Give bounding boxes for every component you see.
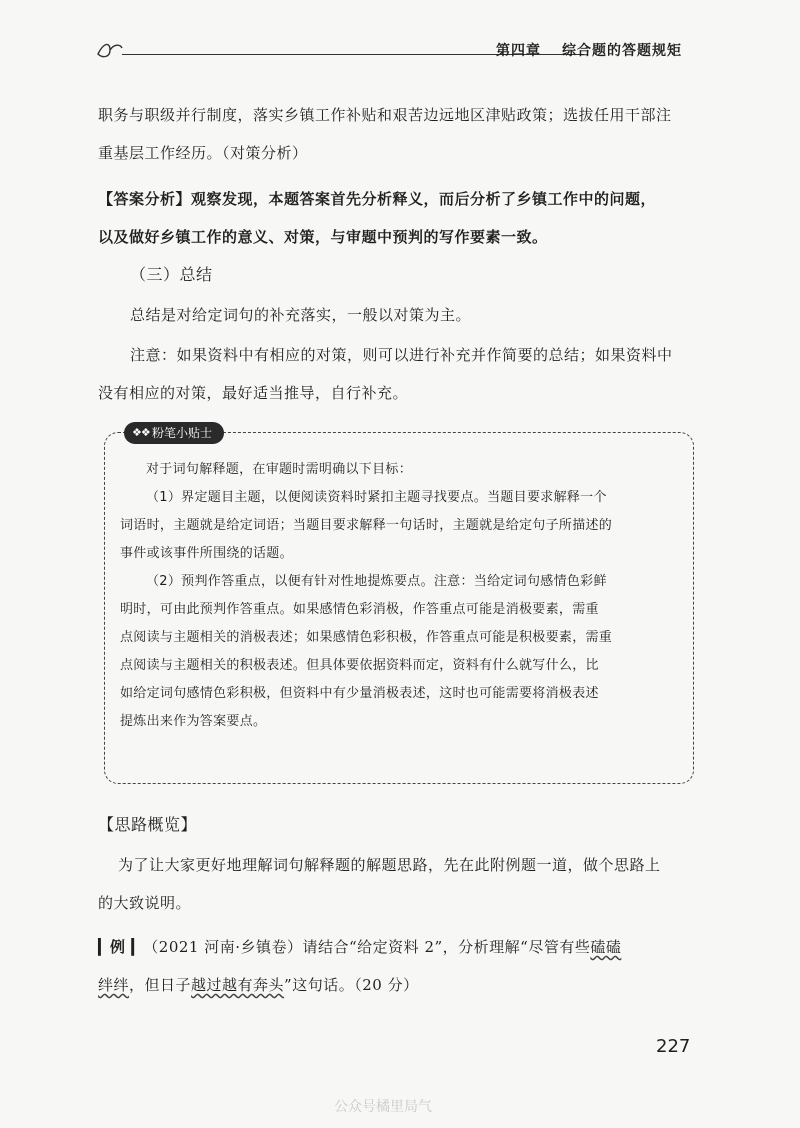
paragraph-line: 职务与职级并行制度，落实乡镇工作补贴和艰苦边远地区津贴政策；选拔任用干部注: [98, 106, 672, 124]
example-line: [98, 928, 698, 966]
tip-line: （2）预判作答重点，以便有针对性地提炼要点。注意：当给定词句感情色彩鲜: [146, 574, 607, 589]
tip-content: [120, 456, 676, 736]
tip-line: 对于词句解释题，在审题时需明确以下目标：: [146, 462, 413, 477]
example-text: ，但日子: [129, 976, 192, 994]
tip-line: 事件或该事件所围绕的话题。: [120, 546, 293, 561]
tip-line: 提炼出来作为答案要点。: [120, 714, 267, 729]
note-paragraph: [98, 336, 698, 412]
paragraph-line: 重基层工作经历。（对策分析）: [98, 144, 308, 162]
summary-text: 总结是对给定词句的补充落实，一般以对策为主。: [130, 306, 472, 324]
paragraph-policy: [98, 96, 698, 172]
chapter-title: 综合题的答题规矩: [562, 43, 682, 59]
tip-line: 点阅读与主题相关的积极表述。但具体要依据资料而定，资料有什么就写什么，比: [120, 658, 599, 673]
answer-analysis: [98, 180, 698, 256]
overview-line: 的大致说明。: [98, 894, 192, 912]
example-wavy-text: 绊绊: [98, 976, 130, 994]
tip-line: （1）界定题目主题，以便阅读资料时紧扣主题寻找要点。当题目要求解释一个: [146, 490, 607, 505]
tip-line: 点阅读与主题相关的消极表述；如果感情色彩积极，作答重点可能是积极要素，需重: [120, 630, 613, 645]
page-number: 227: [656, 1036, 691, 1057]
analysis-line: 【答案分析】观察发现，本题答案首先分析释义，而后分析了乡镇工作中的问题，: [98, 190, 657, 208]
example-question: [98, 928, 698, 1004]
dots-icon: ❖❖: [132, 426, 150, 439]
tip-line: 词语时，主题就是给定词语；当题目要求解释一句话时，主题就是给定句子所描述的: [120, 518, 613, 533]
analysis-line: 以及做好乡镇工作的意义、对策，与审题中预判的写作要素一致。: [98, 228, 548, 246]
tip-line: 明时，可由此预判作答重点。如果感情色彩消极，作答重点可能是消极要素，需重: [120, 602, 599, 617]
example-text: （2021 河南·乡镇卷）请结合“给定资料 2”，分析理解“尽管有些: [143, 938, 591, 956]
example-wavy-text: 磕磕: [590, 938, 622, 956]
leaf-ornament-icon: [96, 40, 124, 60]
example-text: ”这句话。（20 分）: [284, 976, 419, 994]
overview-title: 【思路概览】: [98, 815, 198, 834]
page-header: [96, 34, 696, 64]
note-line: 注意：如果资料中有相应的对策，则可以进行补充并作简要的总结；如果资料中: [130, 346, 673, 364]
example-wavy-text: 越过越有奔头: [191, 976, 285, 994]
tip-badge: [124, 422, 224, 444]
example-mark: ▎例 ▎: [98, 938, 144, 956]
tip-badge-label: 粉笔小贴士: [152, 426, 213, 440]
section-title: （三）总结: [130, 265, 213, 284]
overview-line: 为了让大家更好地理解词句解释题的解题思路，先在此附例题一道，做个思路上: [118, 856, 661, 874]
tip-line: 如给定词句感情色彩积极，但资料中有少量消极表述，这时也可能需要将消极表述: [120, 686, 599, 701]
note-line: 没有相应的对策，最好适当推导，自行补充。: [98, 384, 409, 402]
example-line: [98, 966, 698, 1004]
chapter-label: 第四章: [496, 43, 541, 59]
watermark: 公众号橘里局气: [334, 1099, 432, 1115]
overview-paragraph: [98, 846, 698, 922]
